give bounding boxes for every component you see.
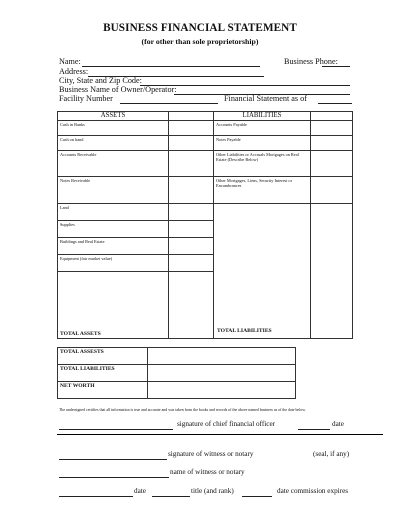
witness-name-line[interactable] [59,477,169,478]
asset-label: Supplies [58,221,169,238]
witness-signature-label: signature of witness or notary [168,450,254,458]
cfo-date-line[interactable] [298,429,330,430]
address-label: Address: [59,67,89,76]
commission-line[interactable] [242,496,272,497]
liability-amount[interactable] [311,177,353,204]
asset-amount[interactable] [169,121,214,136]
liabilities-amount-header [311,112,353,121]
liability-amount[interactable] [311,121,353,136]
asset-label: Land [58,204,169,221]
assets-header: ASSETS [58,112,169,121]
statement-date-label: Financial Statement as of [224,94,307,103]
liability-amount[interactable] [311,151,353,177]
document-title: BUSINESS FINANCIAL STATEMENT [103,22,297,34]
summary-amount[interactable] [148,382,296,399]
assets-liabilities-table [57,111,353,339]
cfo-signature-label: signature of chief financial officer [177,420,276,428]
summary-label: TOTAL LIABILITIES [58,365,148,382]
asset-amount[interactable] [169,238,214,255]
asset-label: Cash on hand [58,136,169,151]
asset-amount[interactable] [169,255,214,272]
asset-amount[interactable] [169,221,214,238]
liabilities-header: LIABILITIES [214,112,311,121]
summary-amount[interactable] [148,348,296,365]
witness-name-label: name of witness or notary [170,468,245,476]
notary-date-label: date [134,487,146,495]
city-label: City, State and Zip Code: [59,76,142,85]
liability-label: Notes Payable [214,136,311,151]
asset-label: Equipment (fair market value) [58,255,169,272]
cfo-signature-line[interactable] [59,429,173,430]
statement-date-field[interactable] [318,103,352,104]
asset-label: Cash in Banks [58,121,169,136]
title-rank-line[interactable] [152,496,190,497]
liability-label: Accounts Payable [214,121,311,136]
facility-field[interactable] [120,103,218,104]
summary-label: TOTAL ASSESTS [58,348,148,365]
liability-label: Other Mortgages, Liens, Security Interest or Encumbrances [214,177,311,204]
assets-amount-header [169,112,214,121]
certification-text: The undersigned certifies that all information is true and accurate and was taken from the books and records of the above named business as of the date below. [59,408,306,412]
asset-amount[interactable] [169,177,214,204]
liabilities-blank-area[interactable] [214,204,311,339]
summary-table [57,347,296,399]
name-label: Name: [59,57,81,66]
business-phone-field[interactable] [322,66,350,67]
total-assets-amount[interactable] [169,272,214,339]
notary-date-line[interactable] [59,496,133,497]
cfo-date-label: date [332,420,344,428]
asset-amount[interactable] [169,136,214,151]
asset-label: Buildings and Real Estate [58,238,169,255]
asset-label: Accounts Receivable [58,151,169,177]
name-field[interactable] [82,66,260,67]
business-phone-label: Business Phone: [284,57,338,66]
document-subtitle: (for other than sole proprietorship) [141,37,259,46]
seal-label: (seal, if any) [313,450,350,458]
liabilities-blank-amount[interactable] [311,204,353,339]
liability-amount[interactable] [311,136,353,151]
facility-label: Facility Number [59,94,113,103]
total-liabilities-label: TOTAL LIABILITIES [217,328,272,334]
witness-signature-line[interactable] [59,459,167,460]
title-rank-label: title (and rank) [191,487,234,495]
liability-label: Other Liabilities or Accruals Mortgages on Real Estate (Describe Below) [214,151,311,177]
commission-label: date commission expires [277,487,349,495]
asset-label: Notes Receivable [58,177,169,204]
asset-amount[interactable] [169,151,214,177]
total-assets-label: TOTAL ASSETS [58,272,169,339]
summary-label: NET WORTH [58,382,148,399]
owner-label: Business Name of Owner/Operator: [59,85,177,94]
section-divider [57,434,383,435]
asset-amount[interactable] [169,204,214,221]
summary-amount[interactable] [148,365,296,382]
